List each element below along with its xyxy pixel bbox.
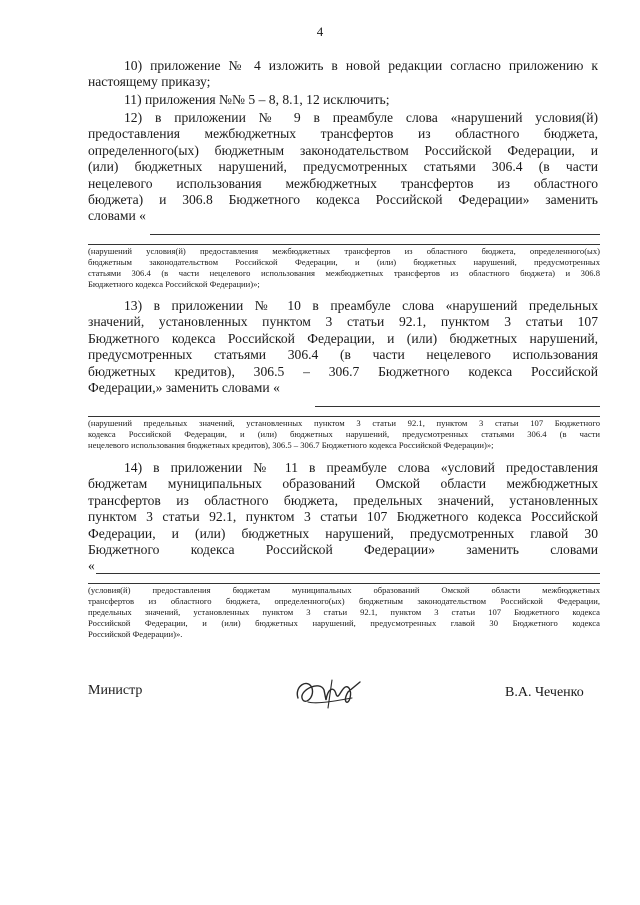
replacement-line: (нарушений условия(й) предоставления межбюджетных трансфертов из областного бюджета, определенного(ых) [88,246,600,256]
signer-position: Министр [88,683,143,698]
replacement-text-12 [88,246,600,290]
fill-line [315,406,600,407]
paragraph-line: 12) в приложении № 9 в преамбуле слова «нарушений условия(й) [124,110,598,125]
paragraph-14 [88,460,598,575]
paragraph-line: бюджета) и 306.8 Бюджетного кодекса Российской Федерации» заменить [88,192,598,208]
paragraph-line: 10) приложение № 4 изложить в новой редакции согласно приложению к [124,58,598,73]
paragraph-line: трансфертов из областного бюджета, предельных значений, установленных [88,492,598,508]
paragraph-11 [88,92,598,108]
paragraph-line: Бюджетного кодекса Российской Федерации» заменить словами [88,542,598,558]
paragraph-line: настоящему приказу; [88,74,211,90]
replacement-line: Российской Федерации)». [88,629,183,639]
replacement-text-13 [88,418,600,451]
paragraph-line: Федерации, и (или) бюджетных нарушений, предусмотренных главой 30 [88,525,598,541]
handwritten-signature [290,668,370,718]
replacement-line: Российской Федерации, и (или) бюджетных нарушений, предусмотренных главой 30 Бюджетного кодекса [88,618,600,628]
replacement-line: (условия(й) предоставления бюджетам муниципальных образований Омской области межбюджетных [88,585,600,595]
replacement-line: нецелевого использования бюджетных кредитов), 306.5 – 306.7 Бюджетного кодекса Российской Федерации)»; [88,440,494,450]
paragraph-line: бюджетам муниципальных образований Омской области межбюджетных [88,476,598,492]
paragraph-12 [88,110,598,225]
signer-name: В.А. Чеченко [505,685,584,700]
replacement-line: статьями 306.4 (в части нецелевого использования межбюджетных трансфертов из областного бюджета) и 306.8 [88,268,600,278]
paragraph-line: бюджетных кредитов), 306.5 – 306.7 Бюджетного кодекса Российской [88,363,598,379]
paragraph-13 [88,298,598,396]
fill-line [88,583,600,584]
fill-line [88,416,600,417]
replacement-text-14 [88,585,600,640]
replacement-line: кодекса Российской Федерации, и (или) бюджетных нарушений, предусмотренных статьями 306.4 (в части [88,429,600,439]
fill-line [150,234,600,235]
paragraph-line: предусмотренных статьями 306.4 (в части нецелевого использования [88,347,598,363]
paragraph-line: « [88,558,95,574]
replacement-line: Бюджетного кодекса Российской Федерации)»; [88,279,260,289]
replacement-line: бюджетным законодательством Российской Федерации, и (или) бюджетных нарушений, предусмотренных [88,257,600,267]
paragraph-line: 11) приложения №№ 5 – 8, 8.1, 12 исключить; [124,92,390,107]
fill-line [96,573,600,574]
paragraph-line: нецелевого использования межбюджетных трансфертов из областного [88,175,598,191]
paragraph-line: пунктом 3 статьи 92.1, пунктом 3 статьи 107 Бюджетного кодекса Российской [88,509,598,525]
paragraph-line: определенного(ых) бюджетным законодательством Российской Федерации, и [88,142,598,158]
replacement-line: трансфертов из областного бюджета, определенного(ых) бюджетным законодательством Российской Федерации, [88,596,600,606]
paragraph-line: значений, установленных пунктом 3 статьи 92.1, пунктом 3 статьи 107 [88,314,598,330]
page-number: 4 [316,24,324,39]
paragraph-line: Федерации,» заменить словами « [88,380,280,396]
paragraph-line: Бюджетного кодекса Российской Федерации, и (или) бюджетных нарушений, [88,330,598,346]
paragraph-line: (или) бюджетных нарушений, предусмотренных статьями 306.4 (в части [88,159,598,175]
paragraph-line: 14) в приложении № 11 в преамбуле слова «условий предоставления [124,460,598,475]
replacement-line: (нарушений предельных значений, установленных пунктом 3 статьи 92.1, пунктом 3 статьи 107 Бюджетного [88,418,600,428]
fill-line [88,244,600,245]
paragraph-line: предоставления межбюджетных трансфертов из областного бюджета, [88,126,598,142]
paragraph-line: 13) в приложении № 10 в преамбуле слова «нарушений предельных [124,298,598,313]
replacement-line: предельных значений, установленных пунктом 3 статьи 92.1, пунктом 3 статьи 107 Бюджетного кодекса [88,607,600,617]
paragraph-line: словами « [88,208,146,224]
paragraph-10 [88,58,598,91]
